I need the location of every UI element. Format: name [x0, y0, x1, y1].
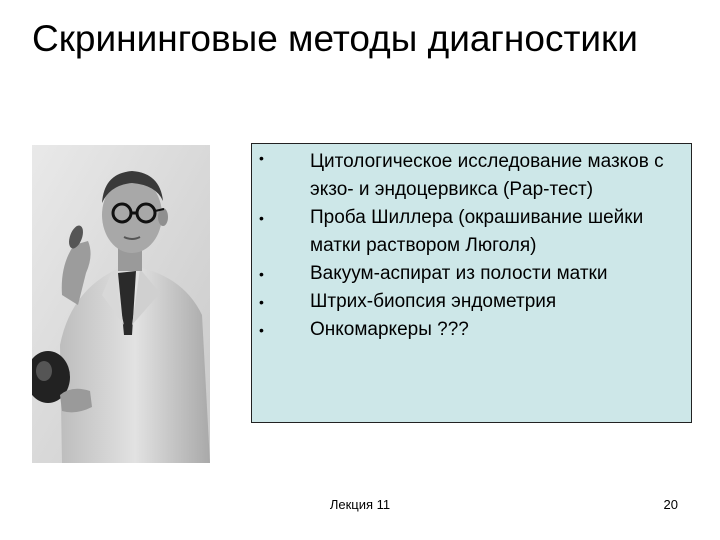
portrait-photo: [32, 145, 210, 463]
bullet-text: Вакуум-аспират из полости матки: [310, 263, 608, 284]
page-number: 20: [663, 497, 678, 512]
bullet-item: [252, 316, 691, 344]
slide-title: Скрининговые методы диагностики: [32, 18, 638, 59]
bullet-text: Проба Шиллера (окрашивание шейки матки раствором Люголя): [310, 207, 644, 256]
bullet-item: [252, 144, 691, 204]
bullet-marker: •: [259, 150, 264, 166]
bullet-marker: •: [259, 210, 264, 226]
bullet-list: [252, 144, 691, 344]
footer-lecture-label: Лекция 11: [329, 497, 391, 512]
bullet-list-box: [251, 143, 692, 423]
bullet-item: [252, 204, 691, 260]
bullet-item: [252, 288, 691, 316]
bullet-text: Онкомаркеры ???: [310, 319, 469, 340]
bullet-text: Цитологическое исследование мазков с экзо- и эндоцервикса (Pap-тест): [310, 151, 664, 200]
bullet-marker: •: [259, 322, 264, 338]
bullet-marker: •: [259, 266, 264, 282]
bullet-item: [252, 260, 691, 288]
bullet-marker: •: [259, 294, 264, 310]
bullet-text: Штрих-биопсия эндометрия: [310, 291, 557, 312]
